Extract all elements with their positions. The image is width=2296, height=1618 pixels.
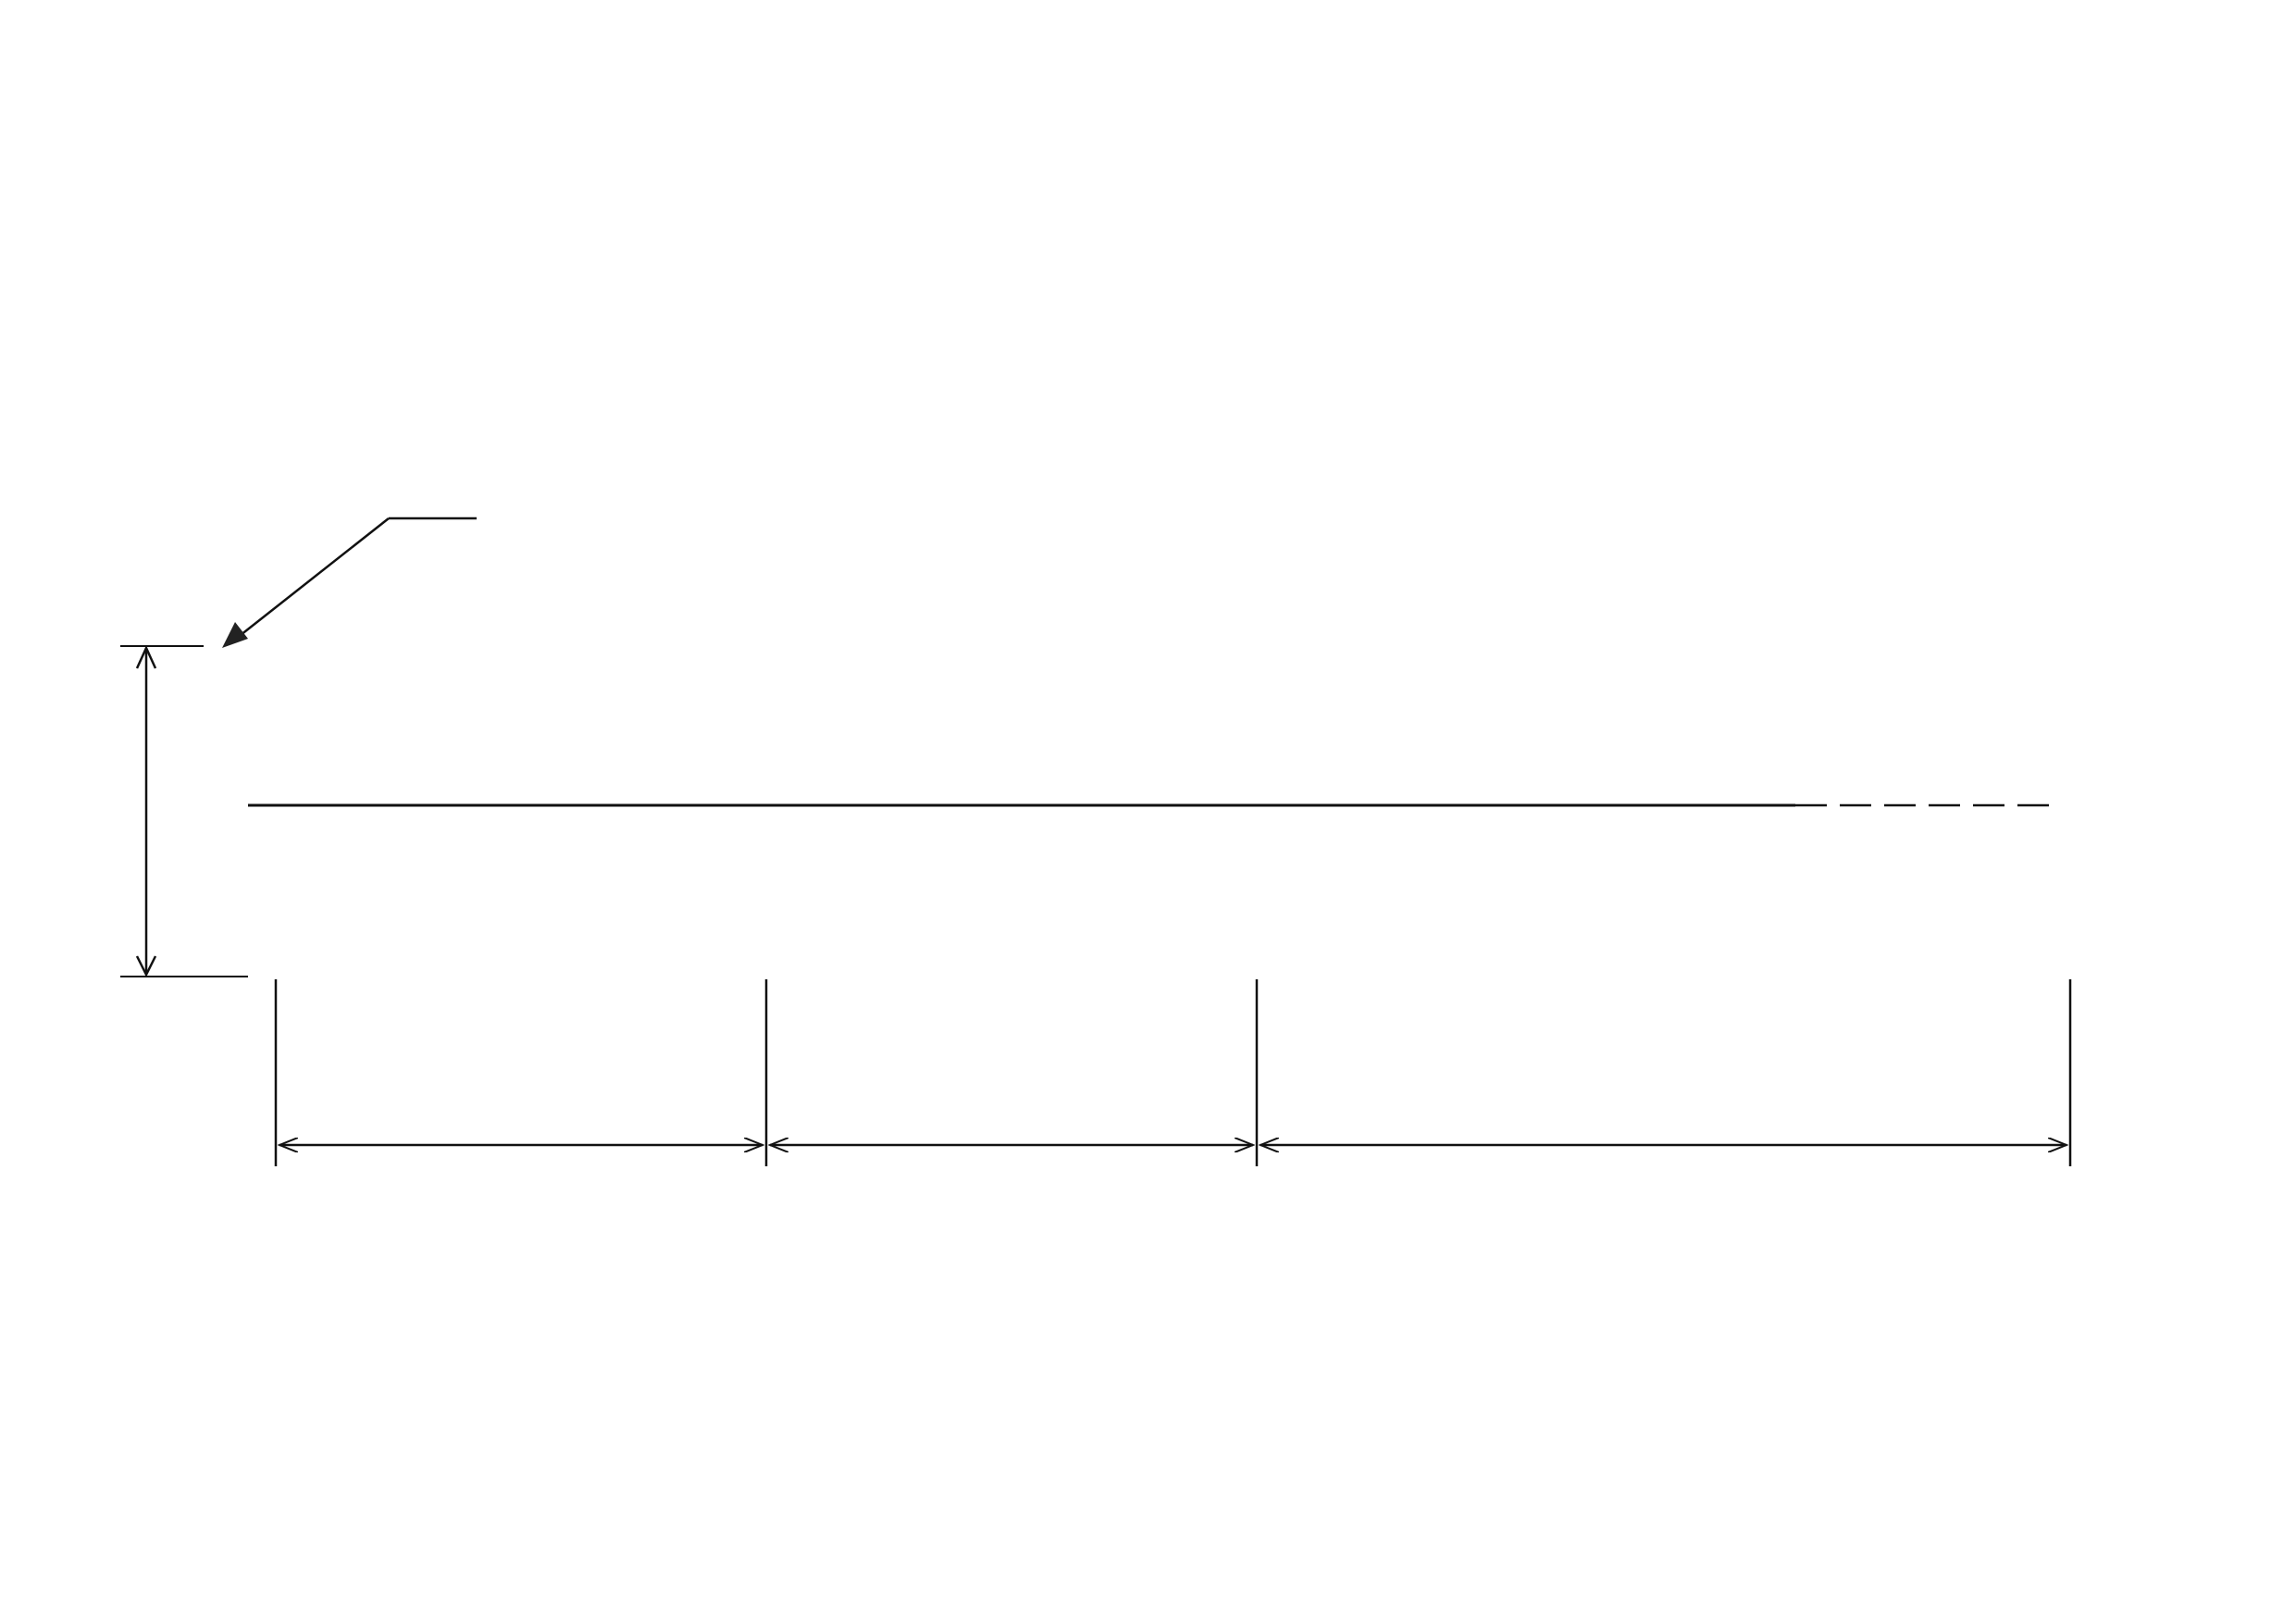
leader-arrowhead: [222, 622, 248, 648]
width-dimension: [120, 646, 248, 977]
length-dimensions: [276, 979, 2070, 1166]
main-part-leader: [222, 518, 477, 648]
